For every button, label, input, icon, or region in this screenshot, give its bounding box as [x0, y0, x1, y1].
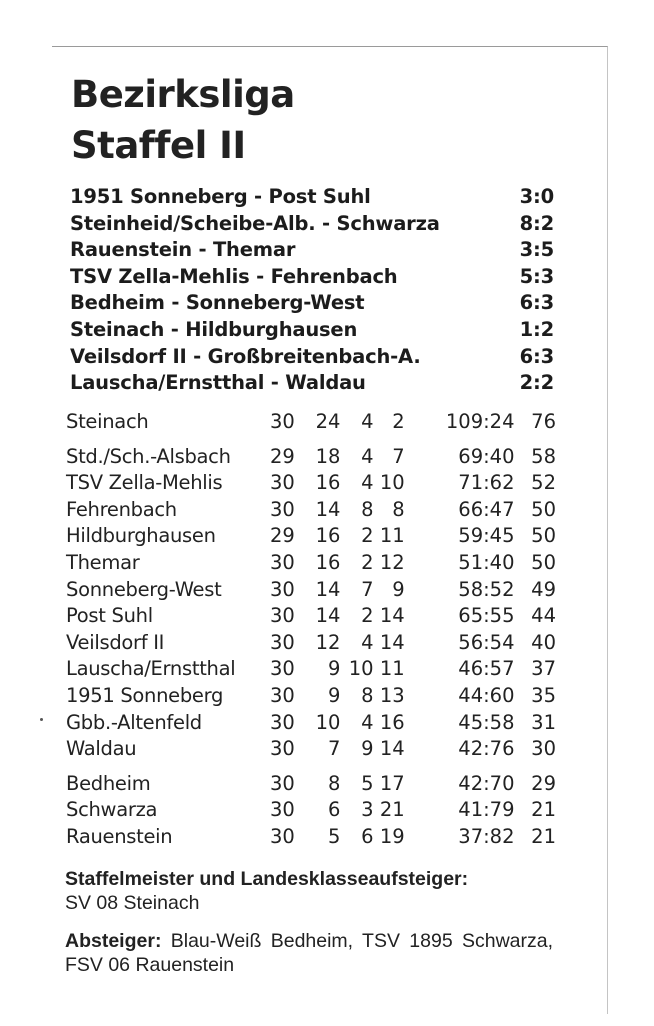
games-lost: 14 [379, 737, 405, 761]
standings-row [66, 409, 556, 436]
games-lost: 8 [392, 497, 405, 521]
games-won: 14 [315, 577, 341, 601]
standings-row [66, 710, 556, 737]
games-lost: 10 [379, 471, 405, 495]
goal-ratio: 69:40 [458, 444, 515, 468]
points: 50 [531, 524, 556, 548]
team-name: Sonneberg-West [66, 577, 222, 601]
match-score: 3:0 [519, 185, 554, 208]
match-result [70, 290, 554, 317]
games-lost: 7 [392, 444, 405, 468]
goal-ratio: 45:58 [458, 710, 515, 734]
games-drawn: 5 [361, 771, 374, 795]
goal-ratio: 65:55 [458, 604, 515, 628]
points: 31 [531, 710, 556, 734]
goal-ratio: 66:47 [458, 497, 515, 521]
standings-row [66, 736, 556, 763]
team-name: Veilsdorf II [66, 630, 165, 654]
match-teams: Steinheid/Scheibe-Alb. - Schwarza [70, 211, 440, 235]
games-played: 30 [270, 683, 295, 707]
games-played: 30 [270, 657, 295, 681]
games-played: 30 [270, 577, 295, 601]
points: 37 [531, 657, 556, 681]
standings-row [66, 656, 556, 683]
standings-row [66, 763, 556, 798]
match-teams: Lauscha/Ernstthal - Waldau [70, 371, 366, 395]
games-won: 5 [328, 824, 341, 848]
points: 29 [531, 771, 556, 795]
paper-speck [40, 718, 43, 721]
games-drawn: 7 [361, 577, 374, 601]
games-lost: 11 [379, 524, 405, 548]
points: 44 [531, 604, 556, 628]
games-won: 16 [315, 550, 341, 574]
games-drawn: 4 [361, 630, 374, 654]
games-drawn: 2 [361, 604, 374, 628]
games-lost: 14 [379, 630, 405, 654]
match-teams: Veilsdorf II - Großbreitenbach-A. [70, 344, 421, 368]
games-played: 30 [270, 550, 295, 574]
points: 76 [531, 410, 556, 433]
games-drawn: 4 [361, 444, 374, 468]
games-played: 30 [270, 630, 295, 654]
match-result [70, 344, 554, 371]
games-won: 16 [315, 471, 341, 495]
standings-row [66, 630, 556, 657]
games-played: 29 [270, 444, 295, 468]
goal-ratio: 42:76 [458, 737, 515, 761]
games-drawn: 8 [361, 497, 374, 521]
champion-note [65, 867, 553, 915]
games-drawn: 8 [361, 683, 374, 707]
points: 52 [531, 471, 556, 495]
games-won: 7 [328, 737, 341, 761]
games-lost: 19 [379, 824, 405, 848]
match-result [70, 317, 554, 344]
games-drawn: 4 [361, 410, 374, 433]
points: 30 [531, 737, 556, 761]
games-won: 9 [328, 657, 341, 681]
team-name: Gbb.-Altenfeld [66, 710, 202, 734]
match-result [70, 184, 554, 211]
games-won: 12 [315, 630, 341, 654]
games-lost: 11 [379, 657, 405, 681]
games-won: 6 [328, 798, 341, 822]
games-won: 14 [315, 497, 341, 521]
games-drawn: 3 [361, 798, 374, 822]
team-name: Hildburghausen [66, 524, 216, 548]
team-name: Lauscha/Ernstthal [66, 657, 236, 681]
goal-ratio: 71:62 [458, 471, 515, 495]
champion-label: Staffelmeister und Landesklasseaufsteiger: [65, 868, 469, 890]
team-name: Steinach [66, 410, 149, 433]
games-lost: 17 [379, 771, 405, 795]
goal-ratio: 41:79 [458, 798, 515, 822]
points: 40 [531, 630, 556, 654]
goal-ratio: 44:60 [458, 683, 515, 707]
standings-table [66, 409, 556, 851]
team-name: Schwarza [66, 798, 158, 822]
games-lost: 14 [379, 604, 405, 628]
match-teams: Rauenstein - Themar [70, 238, 296, 262]
match-score: 2:2 [519, 371, 554, 395]
games-played: 30 [270, 497, 295, 521]
relegated-label: Absteiger: [65, 930, 162, 952]
match-result [70, 370, 554, 397]
match-score: 6:3 [519, 291, 554, 315]
team-name: Std./Sch.-Alsbach [66, 444, 231, 468]
games-won: 8 [328, 771, 341, 795]
match-teams: TSV Zella-Mehlis - Fehrenbach [70, 264, 398, 288]
games-drawn: 6 [361, 824, 374, 848]
games-won: 14 [315, 604, 341, 628]
team-name: Bedheim [66, 771, 151, 795]
goal-ratio: 56:54 [458, 630, 515, 654]
relegation-note [65, 929, 553, 977]
goal-ratio: 42:70 [458, 771, 515, 795]
team-name: Fehrenbach [66, 497, 177, 521]
goal-ratio: 59:45 [458, 524, 515, 548]
games-lost: 16 [379, 710, 405, 734]
games-lost: 2 [392, 410, 405, 433]
games-won: 9 [328, 683, 341, 707]
division-title: Staffel II [71, 124, 246, 167]
champion-value: SV 08 Steinach [65, 892, 200, 914]
match-result [70, 264, 554, 291]
games-won: 18 [315, 444, 341, 468]
games-played: 29 [270, 524, 295, 548]
games-won: 16 [315, 524, 341, 548]
points: 49 [531, 577, 556, 601]
games-played: 30 [270, 410, 295, 433]
match-result [70, 211, 554, 238]
standings-row [66, 436, 556, 471]
games-lost: 9 [392, 577, 405, 601]
games-drawn: 9 [361, 737, 374, 761]
team-name: 1951 Sonneberg [66, 683, 224, 707]
games-lost: 21 [379, 798, 405, 822]
points: 50 [531, 550, 556, 574]
match-score: 3:5 [519, 238, 554, 262]
standings-row [66, 683, 556, 710]
goal-ratio: 37:82 [458, 824, 515, 848]
points: 50 [531, 497, 556, 521]
standings-row [66, 603, 556, 630]
games-played: 30 [270, 824, 295, 848]
standings-row [66, 470, 556, 497]
match-score: 6:3 [519, 344, 554, 368]
games-drawn: 2 [361, 550, 374, 574]
standings-row [66, 523, 556, 550]
games-played: 30 [270, 710, 295, 734]
team-name: Themar [66, 550, 140, 574]
match-teams: 1951 Sonneberg - Post Suhl [70, 185, 371, 208]
games-lost: 13 [379, 683, 405, 707]
games-played: 30 [270, 604, 295, 628]
games-drawn: 4 [361, 710, 374, 734]
league-title: Bezirksliga [71, 73, 295, 116]
relegated-value: Blau-Weiß Bedheim, TSV 1895 Schwarza, FSV 06 Rauenstein [65, 930, 554, 976]
standings-row [66, 824, 556, 851]
goal-ratio: 51:40 [458, 550, 515, 574]
team-name: Waldau [66, 737, 137, 761]
games-drawn: 4 [361, 471, 374, 495]
games-won: 10 [315, 710, 341, 734]
team-name: TSV Zella-Mehlis [66, 471, 223, 495]
games-played: 30 [270, 771, 295, 795]
match-results-list [70, 184, 554, 397]
games-drawn: 2 [361, 524, 374, 548]
games-lost: 12 [379, 550, 405, 574]
match-teams: Bedheim - Sonneberg-West [70, 291, 365, 315]
standings-row [66, 577, 556, 604]
points: 58 [531, 444, 556, 468]
standings-row [66, 497, 556, 524]
points: 21 [531, 798, 556, 822]
match-score: 5:3 [519, 264, 554, 288]
games-drawn: 10 [348, 657, 374, 681]
match-result [70, 237, 554, 264]
goal-ratio: 58:52 [458, 577, 515, 601]
standings-row [66, 550, 556, 577]
match-teams: Steinach - Hildburghausen [70, 317, 358, 341]
games-played: 30 [270, 737, 295, 761]
games-played: 30 [270, 798, 295, 822]
goal-ratio: 109:24 [445, 410, 515, 433]
team-name: Rauenstein [66, 824, 173, 848]
points: 21 [531, 824, 556, 848]
match-score: 8:2 [519, 211, 554, 235]
match-score: 1:2 [519, 317, 554, 341]
games-won: 24 [315, 410, 341, 433]
standings-row [66, 797, 556, 824]
points: 35 [531, 683, 556, 707]
team-name: Post Suhl [66, 604, 153, 628]
goal-ratio: 46:57 [458, 657, 515, 681]
games-played: 30 [270, 471, 295, 495]
